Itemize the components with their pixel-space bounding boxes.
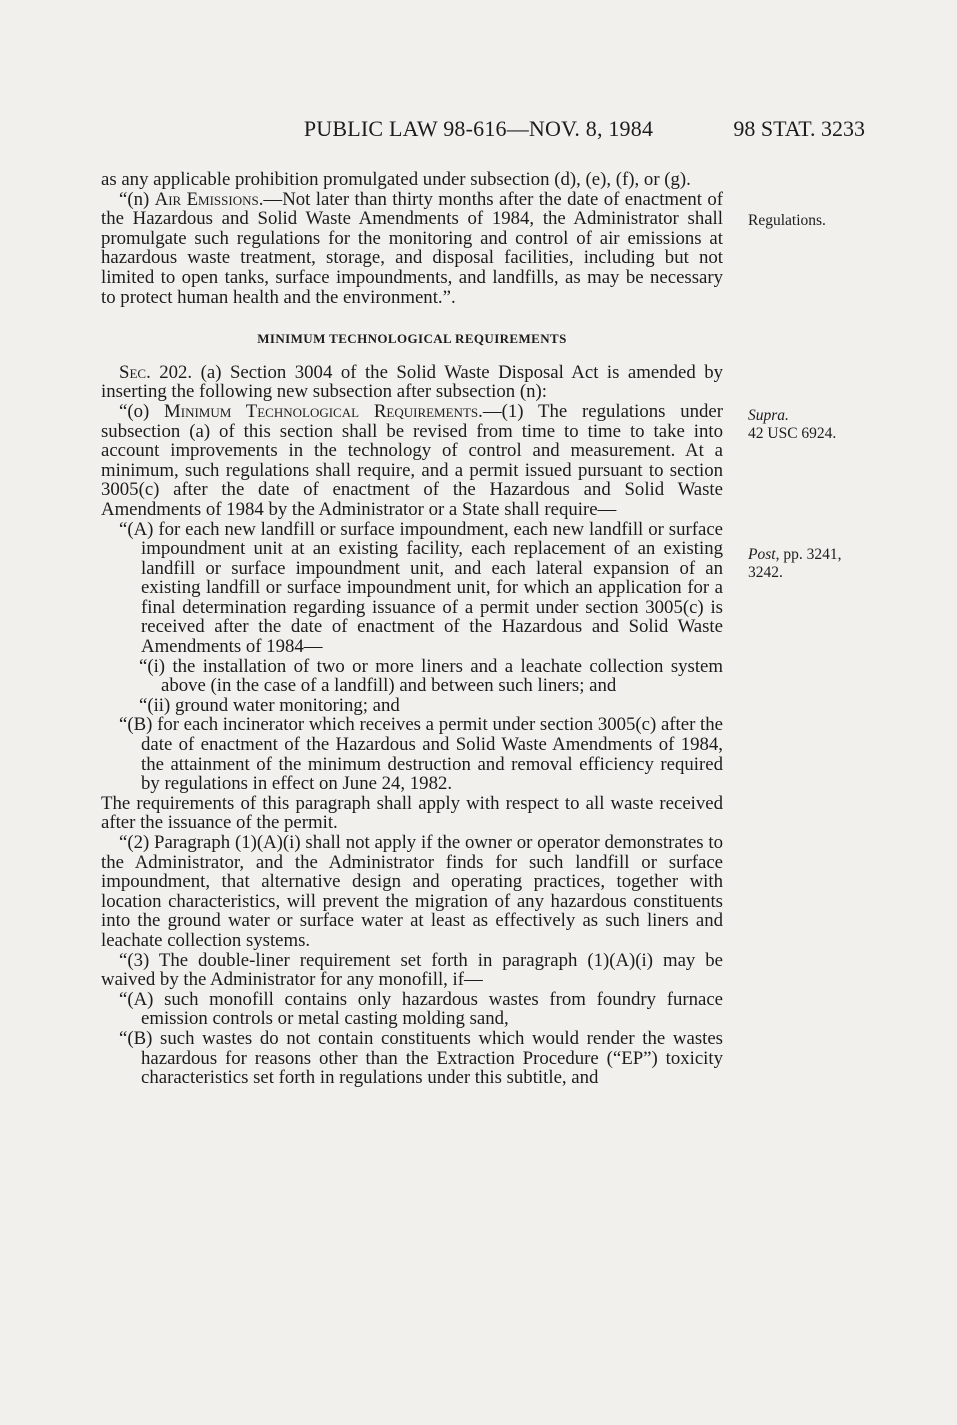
margin-note-post <box>748 546 841 564</box>
running-header-title: PUBLIC LAW 98-616—NOV. 8, 1984 <box>303 116 654 141</box>
clause-3-B: “(B) such wastes do not contain constituents which would render the wastes hazardous for reasons other than the Extraction Procedure (“EP”) toxicity characteristics set forth in regulations under this subtitle, and <box>119 1027 723 1089</box>
margin-note-supra <box>748 407 789 425</box>
margin-note-regulations: Regulations. <box>748 212 826 229</box>
paragraph-requirements: The requirements of this paragraph shall apply with respect to all waste received after the issuance of the permit. <box>101 792 723 834</box>
clause-1-B: “(B) for each incinerator which receives a permit under section 3005(c) after the date of enactment of the Hazardous and Solid Waste Amendments of 1984, the attainment of the minimum destruction and removal efficiency required by regulations in effect on June 24, 1982. <box>119 714 723 795</box>
paragraph-air-emissions <box>101 190 723 308</box>
statute-page-number: 98 STAT. 3233 <box>733 116 865 141</box>
air-emissions-text: .—Not later than thirty months after the date of enactment of the Hazardous and Solid Waste Amendments of 1984, the Administrator shall promulgate such regulations for the monitoring and control of air emissions at hazardous waste treatment, storage, and disposal facilities, including but not limited to open tanks, surface impoundments, and landfills, as may be necessary to protect human health and the environment.”. <box>101 188 723 308</box>
paragraph-continuation: as any applicable prohibition promulgated under subsection (d), (e), (f), or (g). <box>101 169 691 190</box>
paragraph-sec-202 <box>101 363 723 402</box>
margin-note-usc: 42 USC 6924. <box>748 425 837 442</box>
body-text <box>101 170 723 1088</box>
clause-3-A: “(A) such monofill contains only hazardous wastes from foundry furnace emission controls or metal casting molding sand, <box>119 988 723 1030</box>
section-heading: MINIMUM TECHNOLOGICAL REQUIREMENTS <box>257 331 567 347</box>
clause-1-A-i: “(i) the installation of two or more liners and a leachate collection system above (in the case of a landfill) and between such liners; and <box>139 655 723 697</box>
air-emissions-heading: Air Emissions <box>154 188 259 210</box>
paragraph-3: “(3) The double-liner requirement set forth in paragraph (1)(A)(i) may be waived by the Administrator for any monofill, if— <box>101 949 723 991</box>
clause-1-A-ii: “(ii) ground water monitoring; and <box>139 694 400 716</box>
margin-note-post-line2: 3242. <box>748 564 783 581</box>
paragraph-min-tech <box>101 402 723 520</box>
margin-note-supra-text: Supra. <box>748 407 789 424</box>
paragraph-2: “(2) Paragraph (1)(A)(i) shall not apply if the owner or operator demonstrates to the Administrator, and the Administrator finds for such landfill or surface impoundment, that alternative design and operating practices, together with location characteristics, will prevent the migration of any hazardous constituents into the ground water or surface water at least as effectively as such liners and leachate collection systems. <box>101 832 723 951</box>
clause-1-A: “(A) for each new landfill or surface impoundment, each new landfill or surface impoundment unit at an existing facility, each replacement of an existing landfill or surface impoundment unit, and each lateral expansion of an existing landfill or surface impoundment unit, for which an application for a final determination regarding issuance of a permit under section 3005(c) is received after the date of enactment of the Hazardous and Solid Waste Amendments of 1984— <box>119 518 723 658</box>
min-tech-text: .—(1) The regulations under subsection (a) of this section shall be revised from time to time to take into account improvements in the technology of control and measurement. At a minimum, such regulations shall require, and a permit issued pursuant to section 3005(c) after the date of enactment of the Hazardous and Solid Waste Amendments of 1984 by the Administrator or a State shall require— <box>101 400 723 520</box>
sec-202-text: . 202. (a) Section 3004 of the Solid Waste Disposal Act is amended by inserting the following new subsection after subsection (n): <box>101 361 723 403</box>
sec-label: Sec <box>119 361 147 383</box>
min-tech-heading: Minimum Technological Requirements <box>164 400 479 422</box>
margin-note-post-word: Post <box>748 546 776 563</box>
air-emissions-open: “(n) <box>119 188 155 210</box>
margin-note-post-pages: , pp. 3241, <box>775 546 842 563</box>
min-tech-open: “(o) <box>119 400 165 422</box>
